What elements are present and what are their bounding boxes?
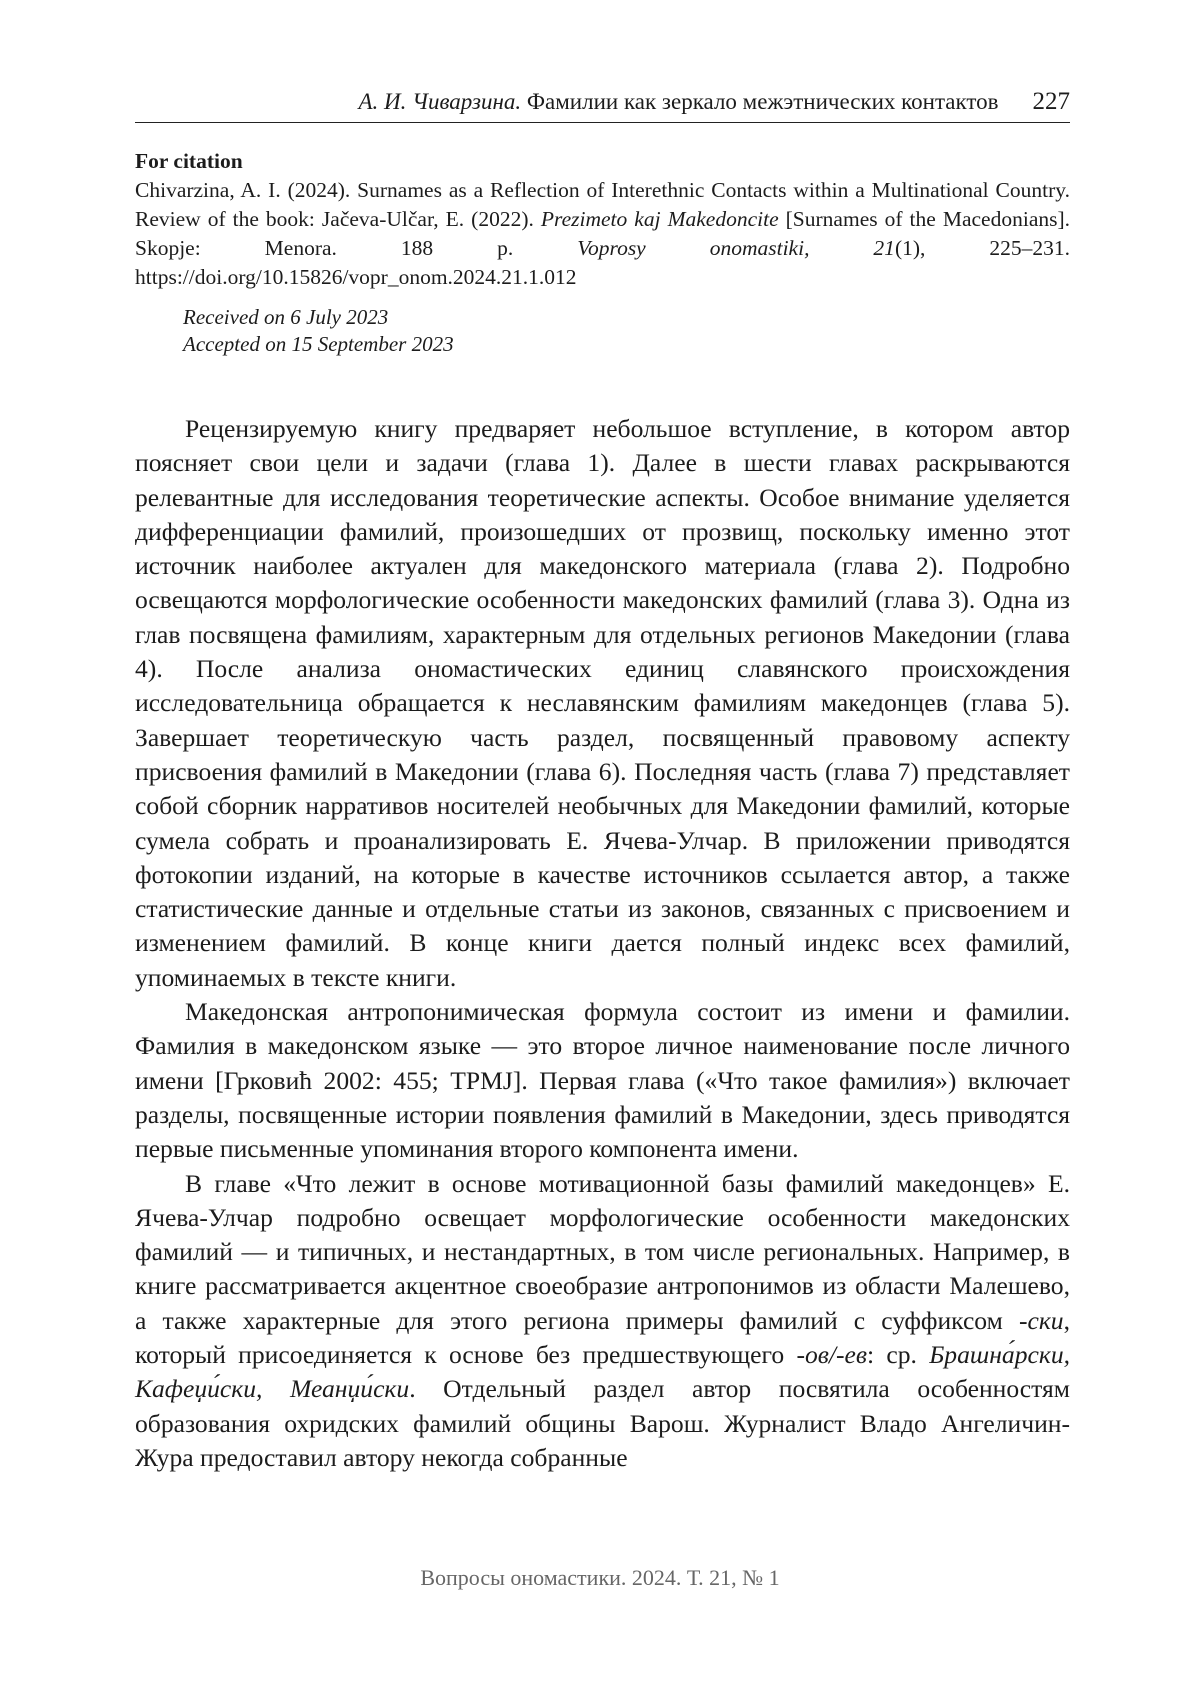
citation-text xyxy=(135,176,1070,292)
citation-journal: Voprosy onomastiki, 21 xyxy=(577,236,895,260)
header-title: Фамилии как зеркало межэтнических контактов xyxy=(526,89,999,114)
body-text xyxy=(135,412,1070,1475)
citation-block xyxy=(135,147,1070,292)
citation-doi: (1), 225–231. https://doi.org/10.15826/vopr_onom.2024.21.1.012 xyxy=(135,236,1070,289)
citation-label: For citation xyxy=(135,149,243,173)
header-author: А. И. Чиварзина. xyxy=(358,89,522,114)
suffix-ov-ev: -ов/-ев xyxy=(796,1340,867,1370)
paragraph-3-part: , который присоединяется к основе без предшествующего xyxy=(135,1305,1070,1370)
citation-text-part: Chivarzina, A. I. (2024). Surnames as a Reflection of Interethnic Contacts within a Multinational Country. Review of the book: Jačeva-Ulčar, E. (2022). xyxy=(135,178,1070,231)
journal-footer: Вопросы ономастики. 2024. Т. 21, № 1 xyxy=(420,1565,780,1590)
paragraph-2: Македонская антропонимическая формула состоит из имени и фамилии. Фамилия в македонском языке — это второе личное наименование после личного имени [Грковић 2002: 455; ТРМЈ]. Первая глава («Что такое фамилия») включает разделы, посвященные истории появления фамилий в Македонии, здесь приводятся первые письменные упоминания второго компонента имени. xyxy=(135,997,1070,1164)
citation-text-part: [Surnames of the Macedonians]. Skopje: Menora. 188 p. xyxy=(135,207,1071,260)
paragraph-3-part: . Отдельный раздел автор посвятила особенностям образования охридских фамилий общины Варош. Журналист Владо Ангеличин-Жура предоставил автору некогда собранные xyxy=(135,1374,1070,1472)
surname-examples: Брашна́рски, Кафеџи́ски, Меанџи́ски xyxy=(135,1340,1071,1404)
page-number: 227 xyxy=(1032,88,1070,115)
running-head-title xyxy=(358,89,998,115)
citation-book-title: Prezimeto kaj Makedoncite xyxy=(540,207,779,231)
received-date: Received on 6 July 2023 xyxy=(183,305,389,329)
running-head xyxy=(135,88,1070,123)
suffix-ski: -ски xyxy=(1018,1305,1064,1335)
paragraph-3 xyxy=(135,1167,1070,1476)
paragraph-3-part: В главе «Что лежит в основе мотивационной базы фамилий македонцев» Е. Ячева-Улчар подробно освещает морфологические особенности македонских фамилий — и типичных, и нестандартных, в том числе региональных. Например, в книге рассматривается акцентное своеобразие антропонимов из области Малешево, а также характерные для этого региона примеры фамилий с суффиксом xyxy=(135,1168,1070,1335)
accepted-date: Accepted on 15 September 2023 xyxy=(183,332,454,356)
paragraph-3-part: : ср. xyxy=(867,1340,930,1370)
page xyxy=(135,88,1070,1475)
dates-block xyxy=(183,304,1070,358)
paragraph-1: Рецензируемую книгу предваряет небольшое вступление, в котором автор поясняет свои цели и задачи (глава 1). Далее в шести главах раскрываются релевантные для исследования теоретические аспекты. Особое внимание уделяется дифференциации фамилий, произошедших от прозвищ, поскольку именно этот источник наиболее актуален для македонского материала (глава 2). Подробно освещаются морфологические особенности македонских фамилий (глава 3). Одна из глав посвящена фамилиям, характерным для отдельных регионов Македонии (глава 4). После анализа ономастических единиц славянского происхождения исследовательница обращается к неславянским фамилиям македонцев (глава 5). Завершает теоретическую часть раздел, посвященный правовому аспекту присвоения фамилий в Македонии (глава 6). Последняя часть (глава 7) представляет собой сборник нарративов носителей необычных для Македонии фамилий, которые сумела собрать и проанализировать Е. Ячева-Улчар. В приложении приводятся фотокопии изданий, на которые в качестве источников ссылается автор, а также статистические данные и отдельные статьи из законов, связанных с присвоением и изменением фамилий. В конце книги дается полный индекс всех фамилий, упоминаемых в тексте книги. xyxy=(135,414,1070,992)
